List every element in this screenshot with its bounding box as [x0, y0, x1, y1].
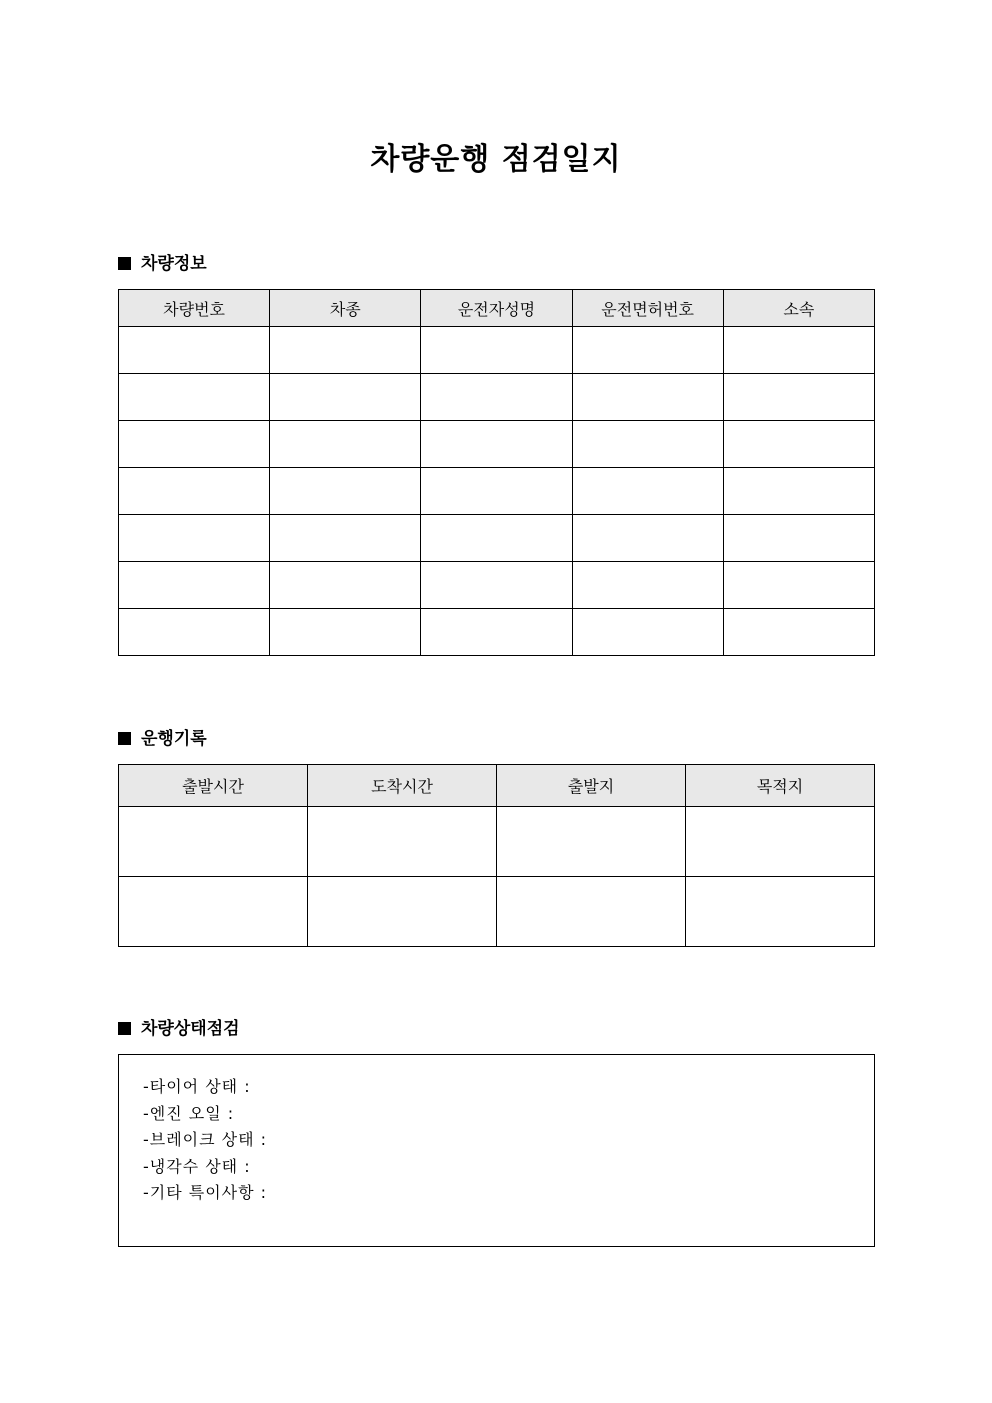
- table-cell[interactable]: [572, 327, 723, 374]
- table-cell[interactable]: [308, 877, 497, 947]
- table-cell[interactable]: [270, 562, 421, 609]
- table-cell[interactable]: [572, 468, 723, 515]
- table-cell[interactable]: [723, 562, 874, 609]
- table-cell[interactable]: [723, 327, 874, 374]
- column-header-departure-time: 출발시간: [119, 765, 308, 807]
- document-title: 차량운행 점검일지: [370, 142, 622, 177]
- table-cell[interactable]: [572, 421, 723, 468]
- vehicle-check-heading: [118, 1017, 240, 1041]
- table-cell[interactable]: [572, 374, 723, 421]
- table-cell[interactable]: [119, 807, 308, 877]
- table-cell[interactable]: [572, 609, 723, 656]
- table-cell[interactable]: [723, 374, 874, 421]
- column-header-license-number: 운전면허번호: [572, 290, 723, 327]
- column-header-department: 소속: [723, 290, 874, 327]
- table-cell[interactable]: [686, 877, 875, 947]
- table-cell[interactable]: [421, 327, 572, 374]
- table-row: [119, 877, 875, 947]
- table-cell[interactable]: [119, 421, 270, 468]
- table-cell[interactable]: [572, 562, 723, 609]
- table-cell[interactable]: [119, 609, 270, 656]
- column-header-destination: 목적지: [686, 765, 875, 807]
- check-item-engine-oil[interactable]: -엔진 오일 :: [143, 1103, 235, 1123]
- table-header-row: [119, 290, 875, 327]
- table-cell[interactable]: [421, 515, 572, 562]
- check-item-other-notes[interactable]: -기타 특이사항 :: [143, 1183, 268, 1202]
- vehicle-info-table: [118, 289, 875, 656]
- table-cell[interactable]: [119, 515, 270, 562]
- vehicle-check-list: [119, 1055, 874, 1207]
- table-row: [119, 421, 875, 468]
- vehicle-check-box: [118, 1054, 875, 1247]
- column-header-origin: 출발지: [497, 765, 686, 807]
- table-cell[interactable]: [119, 468, 270, 515]
- table-cell[interactable]: [308, 807, 497, 877]
- table-cell[interactable]: [270, 327, 421, 374]
- vehicle-info-heading: [118, 252, 207, 276]
- table-cell[interactable]: [119, 877, 308, 947]
- trip-log-heading: [118, 727, 207, 751]
- table-cell[interactable]: [119, 327, 270, 374]
- table-cell[interactable]: [270, 515, 421, 562]
- table-cell[interactable]: [270, 374, 421, 421]
- table-cell[interactable]: [421, 562, 572, 609]
- table-cell[interactable]: [270, 609, 421, 656]
- table-cell[interactable]: [723, 515, 874, 562]
- table-cell[interactable]: [723, 421, 874, 468]
- table-cell[interactable]: [421, 609, 572, 656]
- table-row: [119, 515, 875, 562]
- table-cell[interactable]: [497, 877, 686, 947]
- table-cell[interactable]: [270, 421, 421, 468]
- square-bullet-icon: [118, 257, 131, 270]
- table-row: [119, 562, 875, 609]
- table-header-row: [119, 765, 875, 807]
- column-header-vehicle-type: 차종: [270, 290, 421, 327]
- table-row: [119, 807, 875, 877]
- table-cell[interactable]: [723, 609, 874, 656]
- table-row: [119, 374, 875, 421]
- table-cell[interactable]: [421, 421, 572, 468]
- column-header-vehicle-number: 차량번호: [119, 290, 270, 327]
- vehicle-info-heading-label: 차량정보: [141, 254, 207, 274]
- square-bullet-icon: [118, 1022, 131, 1035]
- trip-log-table: [118, 764, 875, 947]
- table-cell[interactable]: [119, 562, 270, 609]
- check-item-coolant[interactable]: -냉각수 상태 :: [143, 1156, 251, 1176]
- table-row: [119, 468, 875, 515]
- column-header-arrival-time: 도착시간: [308, 765, 497, 807]
- table-cell[interactable]: [723, 468, 874, 515]
- table-row: [119, 327, 875, 374]
- table-cell[interactable]: [270, 468, 421, 515]
- square-bullet-icon: [118, 732, 131, 745]
- trip-log-heading-label: 운행기록: [141, 729, 207, 749]
- table-cell[interactable]: [572, 515, 723, 562]
- table-cell[interactable]: [421, 374, 572, 421]
- table-cell[interactable]: [686, 807, 875, 877]
- check-item-tire[interactable]: -타이어 상태 :: [143, 1077, 251, 1096]
- column-header-driver-name: 운전자성명: [421, 290, 572, 327]
- check-item-brake[interactable]: -브레이크 상태 :: [143, 1130, 268, 1149]
- vehicle-check-heading-label: 차량상태점검: [141, 1019, 240, 1039]
- table-cell[interactable]: [119, 374, 270, 421]
- table-cell[interactable]: [421, 468, 572, 515]
- table-cell[interactable]: [497, 807, 686, 877]
- table-row: [119, 609, 875, 656]
